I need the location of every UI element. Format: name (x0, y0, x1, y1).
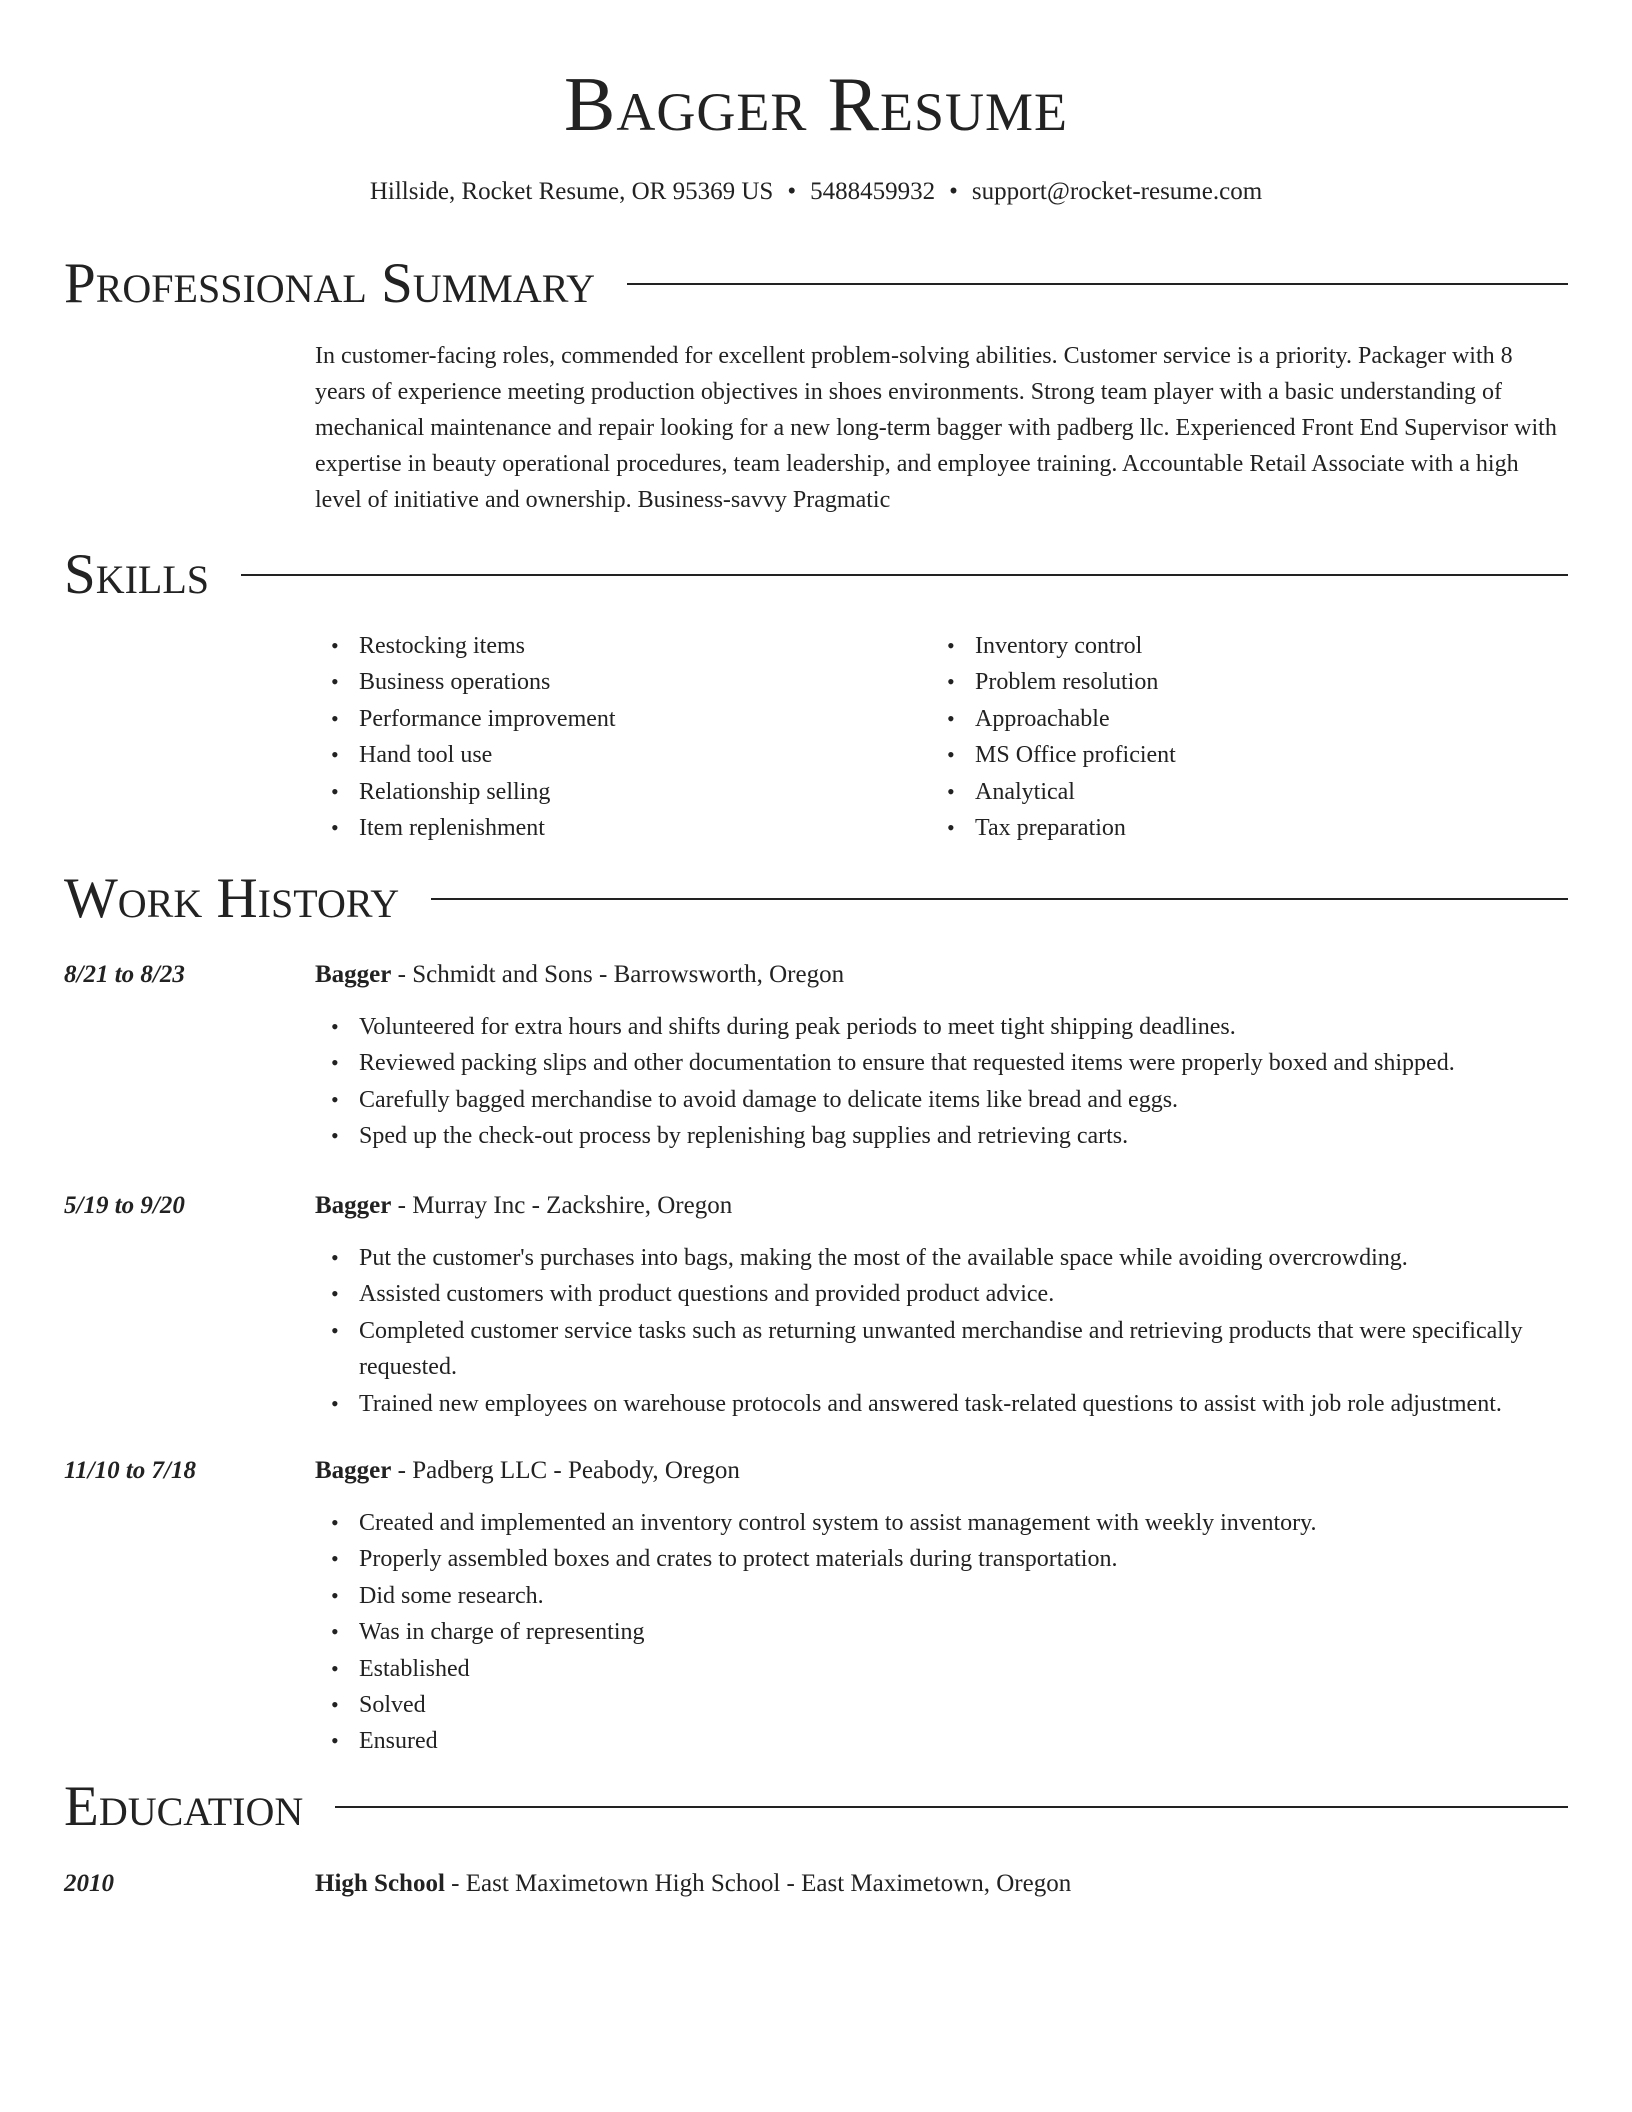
skill-item: • Business operations (315, 664, 931, 700)
education-entry (315, 1866, 1568, 1902)
skill-item: • Relationship selling (315, 774, 931, 810)
job-details: - Padberg LLC - Peabody, Oregon (391, 1457, 740, 1484)
job-bullet: • Completed customer service tasks such as returning unwanted merchandise and retrieving products that were specifically requested. (315, 1313, 1568, 1386)
skill-item: • Problem resolution (931, 664, 1547, 700)
skills-list (315, 628, 1568, 846)
job-entry (315, 1453, 1568, 1760)
section-header-work-history (64, 867, 1568, 931)
job-bullet: • Did some research. (315, 1578, 1568, 1614)
section-divider (335, 1806, 1568, 1808)
skill-item: • Hand tool use (315, 737, 931, 773)
skill-item: • MS Office proficient (931, 737, 1547, 773)
contact-separator: • (787, 178, 797, 205)
section-divider (241, 574, 1568, 576)
skill-item: • Item replenishment (315, 810, 931, 846)
job-bullet: • Properly assembled boxes and crates to protect materials during transportation. (315, 1541, 1568, 1577)
skill-item: • Restocking items (315, 628, 931, 664)
job-bullet: • Assisted customers with product questions and provided product advice. (315, 1276, 1568, 1312)
job-heading (315, 1453, 1568, 1489)
section-title: Work History (64, 867, 400, 930)
education-year: 2010 (64, 1870, 114, 1897)
skill-item: • Tax preparation (931, 810, 1547, 846)
job-bullet: • Created and implemented an inventory control system to assist management with weekly inventory. (315, 1505, 1568, 1541)
education-details: - East Maximetown High School - East Maximetown, Oregon (444, 1870, 1072, 1897)
job-bullets (315, 1009, 1568, 1155)
education-heading (315, 1866, 1568, 1902)
contact-email: support@rocket-resume.com (971, 178, 1263, 205)
job-bullet: • Volunteered for extra hours and shifts during peak periods to meet tight shipping deadlines. (315, 1009, 1568, 1045)
job-bullet: • Trained new employees on warehouse protocols and answered task-related questions to assist with job role adjustment. (315, 1386, 1568, 1422)
job-details: - Schmidt and Sons - Barrowsworth, Oregon (391, 961, 845, 988)
section-title: Skills (64, 543, 210, 606)
section-header-education (64, 1775, 1568, 1839)
job-bullet: • Solved (315, 1687, 1568, 1723)
job-title: Bagger (315, 1192, 392, 1219)
section-header-skills (64, 543, 1568, 607)
resume-name: Bagger Resume (564, 61, 1068, 147)
skill-item: • Approachable (931, 701, 1547, 737)
section-title: Education (64, 1775, 304, 1838)
job-details: - Murray Inc - Zackshire, Oregon (391, 1192, 733, 1219)
section-divider (431, 898, 1568, 900)
contact-separator: • (949, 178, 958, 205)
job-bullet: • Reviewed packing slips and other documentation to ensure that requested items were properly boxed and shipped. (315, 1045, 1568, 1081)
job-dates: 8/21 to 8/23 (64, 961, 185, 988)
job-bullet: • Carefully bagged merchandise to avoid damage to delicate items like bread and eggs. (315, 1082, 1568, 1118)
section-header-summary (64, 252, 1568, 316)
skill-item: • Analytical (931, 774, 1547, 810)
contact-line (64, 174, 1568, 210)
contact-phone: 5488459932 (810, 178, 936, 205)
job-entry (315, 957, 1568, 1155)
job-bullet: • Sped up the check-out process by replenishing bag supplies and retrieving carts. (315, 1118, 1568, 1154)
job-bullet: • Put the customer's purchases into bags, making the most of the available space while avoiding overcrowding. (315, 1240, 1568, 1276)
job-heading (315, 1188, 1568, 1224)
education-degree: High School (315, 1870, 445, 1897)
job-bullet: • Ensured (315, 1723, 1568, 1759)
job-bullets (315, 1240, 1568, 1422)
job-title: Bagger (315, 1457, 392, 1484)
job-entry (315, 1188, 1568, 1422)
job-title: Bagger (315, 961, 392, 988)
job-bullets (315, 1505, 1568, 1760)
job-dates: 11/10 to 7/18 (64, 1457, 196, 1484)
skill-item: • Inventory control (931, 628, 1547, 664)
section-divider (627, 283, 1568, 285)
job-bullet: • Was in charge of representing (315, 1614, 1568, 1650)
skills-column-right (931, 628, 1547, 846)
job-dates: 5/19 to 9/20 (64, 1192, 185, 1219)
job-bullet: • Established (315, 1651, 1568, 1687)
contact-address: Hillside, Rocket Resume, OR 95369 US (369, 178, 774, 205)
job-heading (315, 957, 1568, 993)
section-title: Professional Summary (64, 252, 596, 315)
skill-item: • Performance improvement (315, 701, 931, 737)
summary-text: In customer-facing roles, commended for excellent problem-solving abilities. Customer service is a priority. Packager with 8 years of experience meeting production objectives in shoes environments. Strong team player with a basic understanding of mechanical maintenance and repair looking for a new long-term bagger with padberg llc. Experienced Front End Supervisor with expertise in beauty operational procedures, team leadership, and employee training. Accountable Retail Associate with a high level of initiative and ownership. Business-savvy Pragmatic (315, 343, 1557, 513)
skills-column-left (315, 628, 931, 846)
